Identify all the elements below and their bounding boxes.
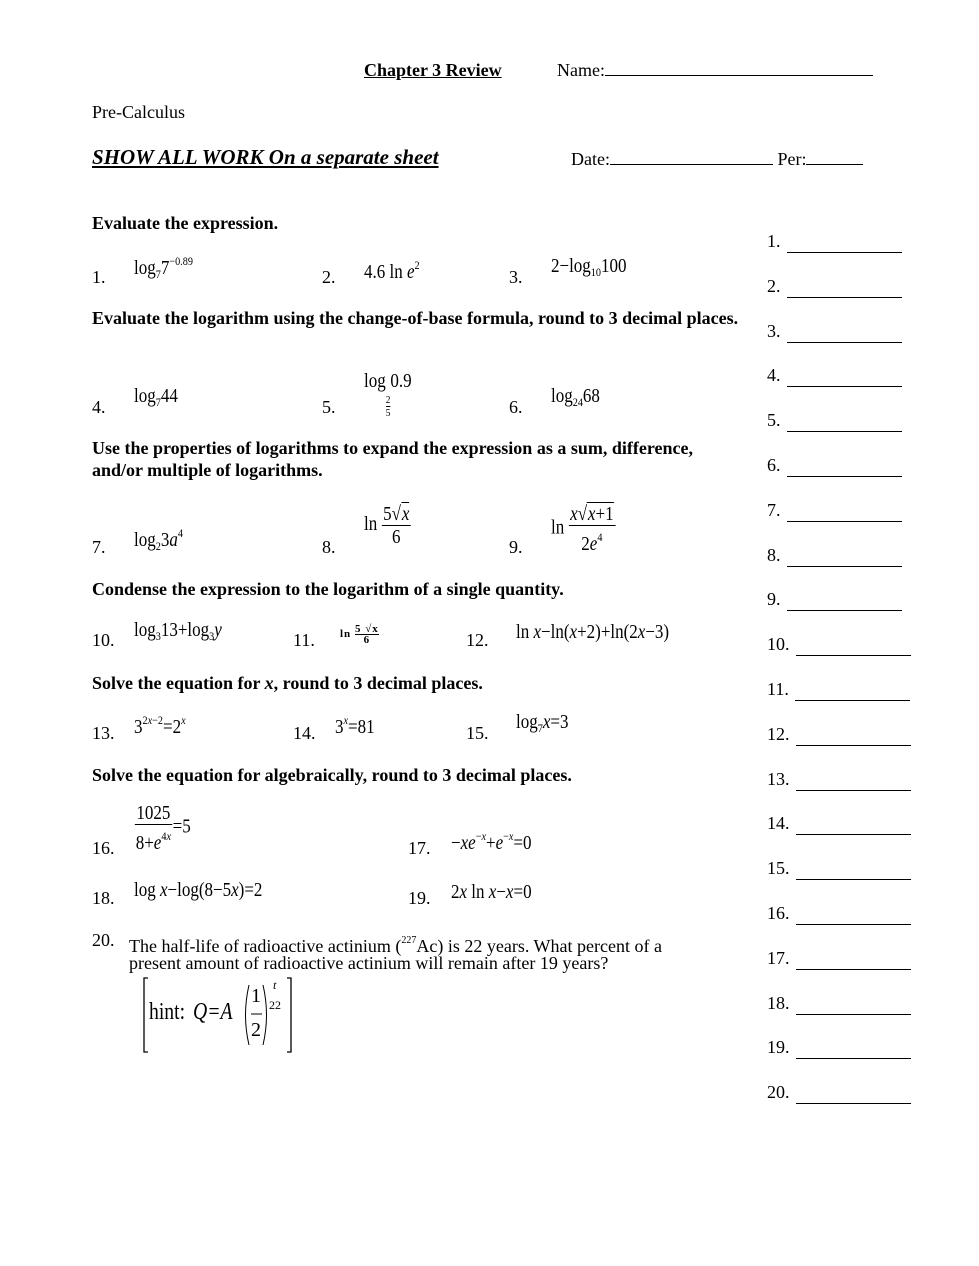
section-heading: Solve the equation for x, round to 3 decimal places. [92,673,483,693]
problem-number: 6. [509,397,523,417]
per-blank[interactable] [806,164,863,165]
problem-7-expression: $\log_23a^4$ [134,526,183,553]
course-label: Pre-Calculus [92,102,185,122]
answer-row[interactable] [767,1037,911,1059]
hint-fraction-den: 2 [251,1019,261,1041]
section-heading: Condense the expression to the logarithm of a single quantity. [92,579,564,599]
problem-15-expression: $\log_7x=3$ [516,711,569,735]
problem-18-expression: log x−log(8−5x)=2 [134,879,263,901]
problem-number: 20. [92,930,115,950]
problem-number: 15. [466,723,489,743]
answer-row[interactable] [767,948,911,970]
answer-row[interactable] [767,679,910,701]
problem-number: 14. [293,723,316,743]
problem-number: 8. [322,537,336,557]
answer-label: 2. [767,275,781,296]
answer-blank[interactable] [796,1082,911,1104]
answer-row[interactable] [767,724,911,746]
problem-4-expression: $\log_744$ [134,385,178,409]
answer-row[interactable] [767,365,902,387]
date-label: Date: [571,149,610,169]
answer-blank[interactable] [787,410,902,432]
answer-blank[interactable] [796,724,911,746]
answer-blank[interactable] [796,769,911,791]
hint-exp-den: 22 [269,998,281,1012]
problem-number: 12. [466,630,489,650]
problem-number: 9. [509,537,523,557]
answer-label: 14. [767,813,790,834]
problem-20-text: present amount of radioactive actinium will remain after 19 years? [129,953,609,973]
answer-row[interactable] [767,589,902,611]
answer-blank[interactable] [796,948,911,970]
answer-label: 11. [767,679,789,699]
answer-blank[interactable] [787,589,902,611]
problem-number: 18. [92,888,115,908]
problem-20-text: The half-life of radioactive actinium ($^{227}$Ac) is 22 years. What percent of a [129,935,662,956]
problem-number: 4. [92,397,106,417]
answer-label: 18. [767,992,790,1013]
answer-label: 10. [767,634,790,655]
problem-3-expression: $2-\log_{10}100$ [551,255,627,279]
name-label: Name: [557,60,605,80]
answer-blank[interactable] [796,1037,911,1059]
answer-label: 3. [767,320,781,341]
problem-number: 5. [322,397,336,417]
problem-12-expression: ln x−ln(x+2)+ln(2x−3) [516,621,670,643]
answer-blank[interactable] [796,813,911,835]
answer-row[interactable] [767,276,902,298]
problem-17-expression: $-xe^{-x}+e^{-x}=0$ [451,829,532,854]
answer-blank[interactable] [795,679,910,701]
answer-label: 1. [767,231,781,251]
section-heading: Evaluate the expression. [92,213,279,233]
answer-blank[interactable] [787,500,902,522]
hint-label: hint: [149,999,186,1025]
name-field[interactable] [557,59,873,81]
page-title: Chapter 3 Review [364,60,502,80]
problem-number: 17. [408,838,431,858]
answer-row[interactable] [767,231,902,253]
answer-blank[interactable] [787,545,902,567]
answer-row[interactable] [767,813,911,835]
problem-number: 10. [92,630,115,650]
answer-label: 16. [767,903,790,923]
answer-row[interactable] [767,455,902,477]
hint-formula [141,975,296,1055]
answer-row[interactable] [767,858,911,880]
answer-blank[interactable] [796,993,911,1015]
answer-blank[interactable] [787,231,902,253]
problem-2-expression: 4.6 $\ln e^2$ [364,258,420,283]
problem-10-expression: $\log_313+\log_3y$ [134,619,222,643]
answer-row[interactable] [767,1082,911,1104]
problem-number: 2. [322,267,336,287]
problem-number: 13. [92,723,115,743]
answer-label: 19. [767,1037,790,1058]
problem-1-expression: $\log_77^{-0.89}$ [134,254,193,281]
problem-11-expression: ln $\frac{5 √x}{6}$ [340,623,379,646]
problem-13-expression: $3^{2x-2}=2^x$ [134,713,186,738]
problem-6-expression: $\log_{24}68$ [551,385,600,409]
problem-number: 11. [293,630,315,650]
answer-blank[interactable] [796,858,911,880]
name-blank[interactable] [605,75,873,76]
answer-blank[interactable] [796,634,911,656]
answer-label: 9. [767,589,781,610]
answer-row[interactable] [767,634,911,656]
answer-blank[interactable] [787,455,902,477]
answer-row[interactable] [767,410,902,432]
hint-exp-num: t [273,978,277,992]
problem-14-expression: $3^x=81$ [335,713,375,738]
problem-number: 3. [509,267,523,287]
answer-label: 20. [767,1082,790,1103]
problem-number: 1. [92,267,106,287]
answer-blank[interactable] [787,276,902,298]
per-label: Per: [777,149,807,169]
answer-row[interactable] [767,769,911,791]
answer-label: 12. [767,723,790,744]
answer-label: 4. [767,365,781,386]
instruction: SHOW ALL WORK On a separate sheet [92,145,439,169]
answer-blank[interactable] [787,365,902,387]
answer-label: 17. [767,947,790,968]
problem-5-expression: log $\frac{2}{5}$ 0.9 [364,370,412,419]
problem-19-expression: 2x ln x−x=0 [451,881,532,903]
answer-row[interactable] [767,500,902,522]
date-field[interactable] [571,148,863,170]
problem-9-expression: ln $\frac{x√x+1}{2e^4}$ [551,503,614,555]
problem-number: 16. [92,838,115,858]
answer-label: 15. [767,858,790,879]
problem-number: 19. [408,888,431,908]
problem-16-expression: $\frac{1025}{8+e^{4x}}$ =5 [135,802,191,854]
answer-label: 5. [767,410,781,431]
section-heading: Evaluate the logarithm using the change-of-base formula, round to 3 decimal places. [92,308,739,328]
section-heading: Use the properties of logarithms to expand the expression as a sum, difference, and/or multiple of logarithms. [92,438,693,480]
hint-q: Q=A [193,999,233,1025]
problem-8-expression: ln $\frac{5√x}{6}$ [364,503,410,548]
date-blank[interactable] [610,164,773,165]
answer-blank[interactable] [787,321,902,343]
answer-label: 13. [767,768,790,789]
answer-blank[interactable] [796,903,911,925]
answer-row[interactable] [767,545,902,567]
answer-label: 8. [767,544,781,565]
answer-row[interactable] [767,321,902,343]
answer-row[interactable] [767,903,911,925]
problem-number: 7. [92,537,106,557]
answer-label: 6. [767,455,781,475]
section-heading: Solve the equation for algebraically, round to 3 decimal places. [92,765,572,785]
answer-label: 7. [767,499,781,520]
hint-fraction-num: 1 [251,985,261,1007]
answer-row[interactable] [767,993,911,1015]
